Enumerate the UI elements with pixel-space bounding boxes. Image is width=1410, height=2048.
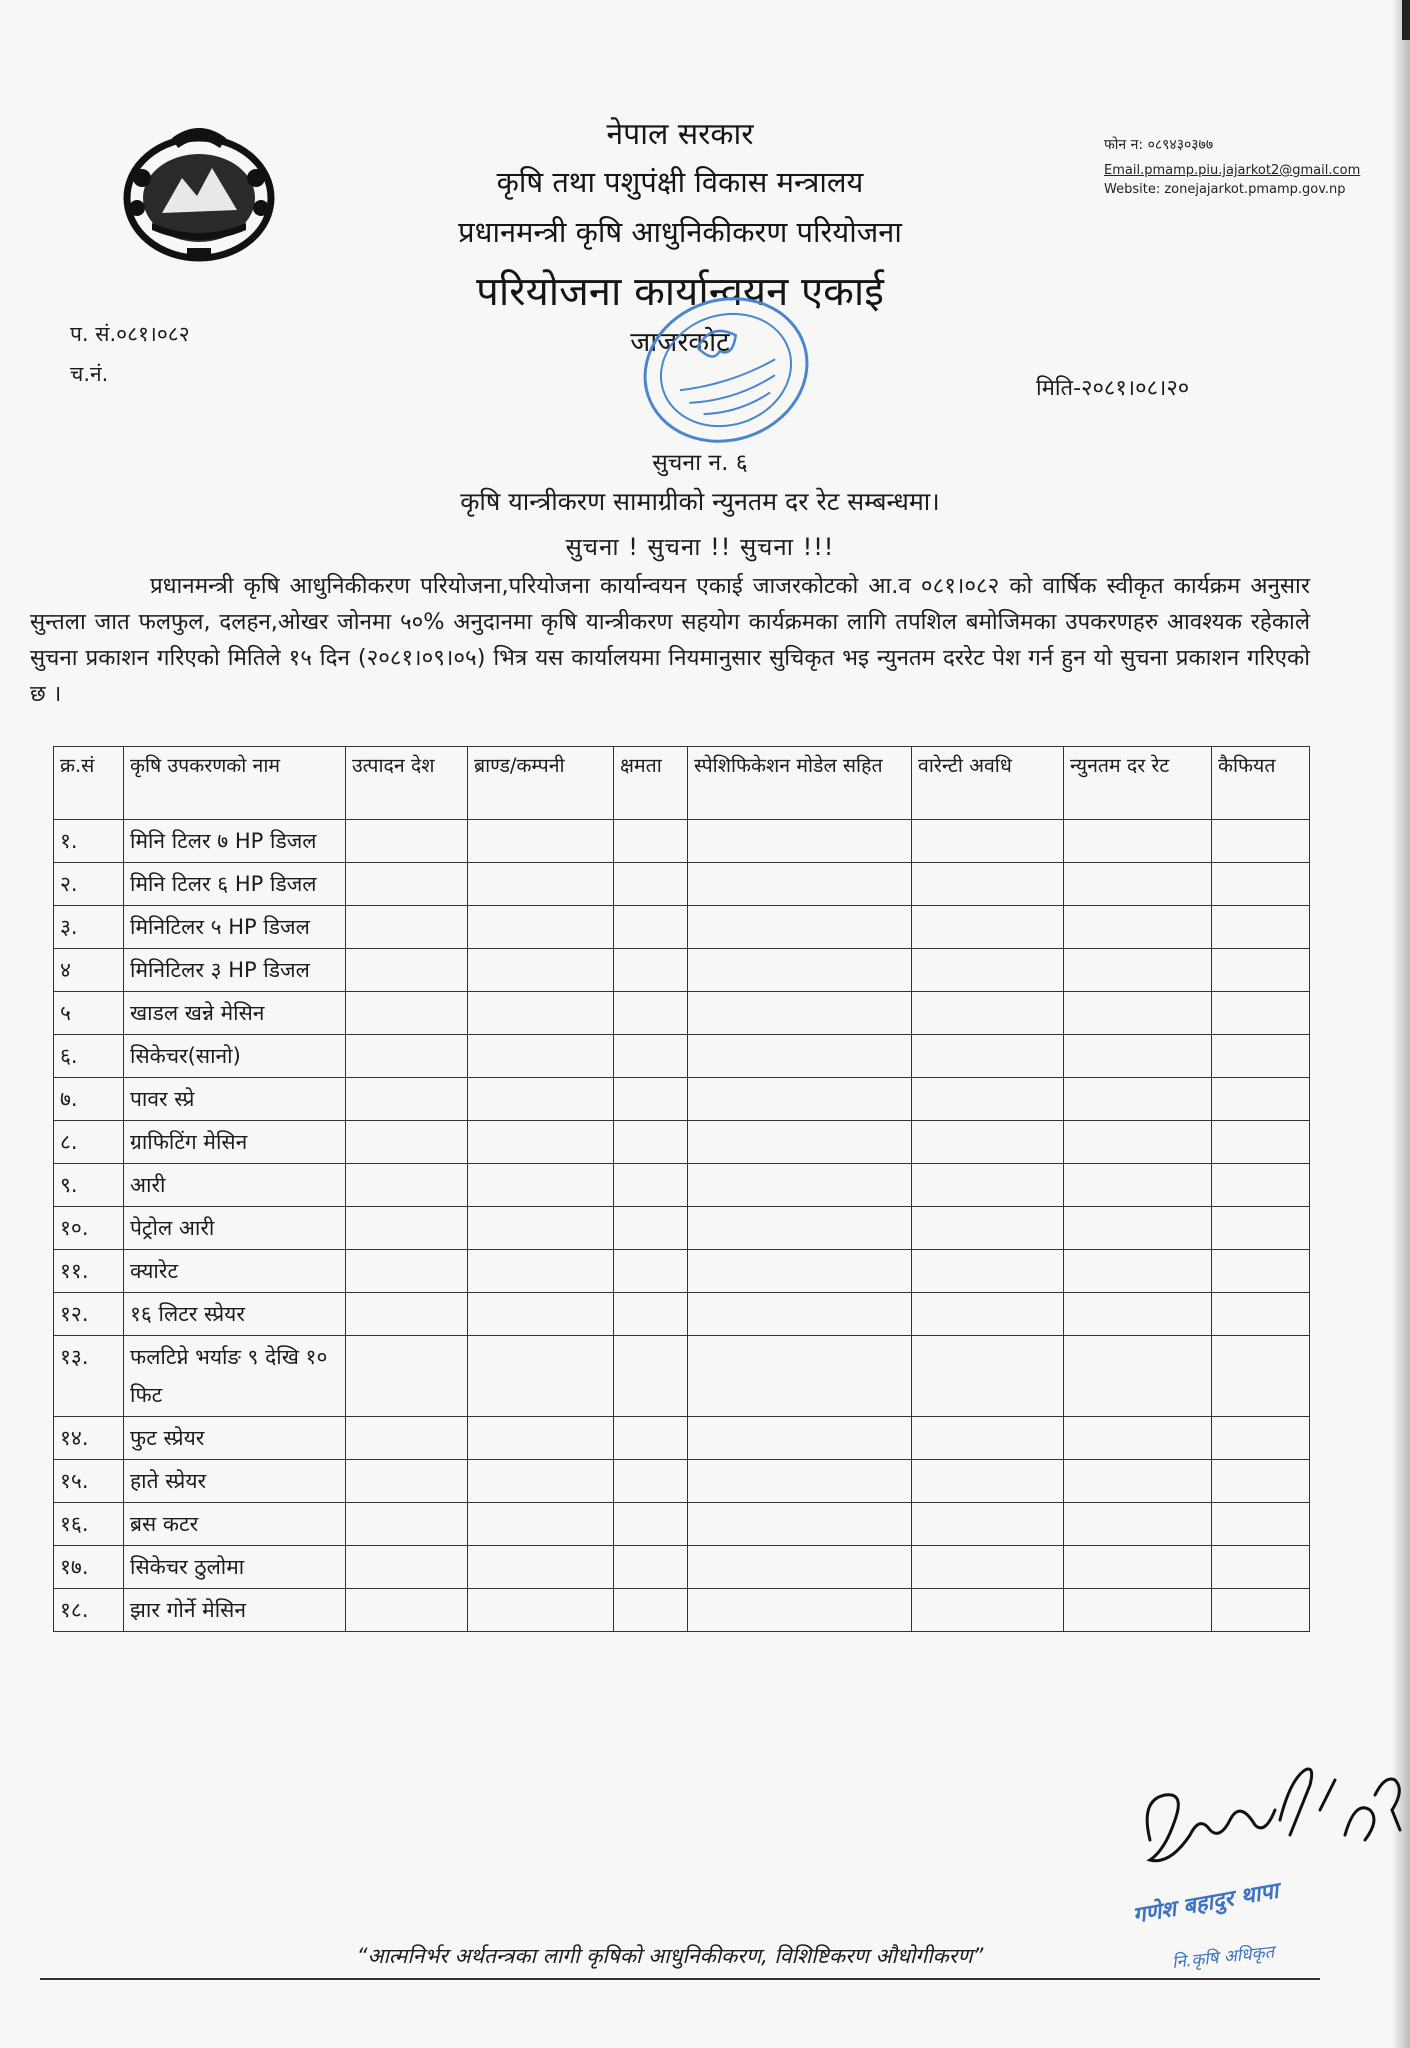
- row-col-remarks-cell: [1212, 1336, 1310, 1417]
- row-col-remarks-cell: [1212, 1207, 1310, 1250]
- row-col-brand-cell: [468, 949, 614, 992]
- table-row: [54, 906, 1310, 949]
- row-col-spec-cell: [688, 949, 912, 992]
- col-header-name: कृषि उपकरणको नाम: [124, 747, 346, 820]
- row-col-spec-cell: [688, 1293, 912, 1336]
- row-col-spec-cell: [688, 1417, 912, 1460]
- row-col-warranty-cell: [912, 1503, 1064, 1546]
- row-col-brand-cell: [468, 1250, 614, 1293]
- row-col-remarks-cell: [1212, 906, 1310, 949]
- letter-number: प. सं.०८१।०८२: [70, 322, 190, 346]
- row-col-remarks-cell: [1212, 863, 1310, 906]
- row-col-country-cell: [346, 1336, 468, 1417]
- row-col-country-cell: [346, 1293, 468, 1336]
- row-col-brand-cell: [468, 1035, 614, 1078]
- row-col-country-cell: [346, 1035, 468, 1078]
- row-col-spec-cell: [688, 1503, 912, 1546]
- row-col-warranty-cell: [912, 1546, 1064, 1589]
- row-col-warranty-cell: [912, 1035, 1064, 1078]
- row-col-capacity-cell: [614, 1546, 688, 1589]
- row-col-rate-cell: [1064, 1121, 1212, 1164]
- row-sn: ४: [54, 949, 124, 992]
- row-col-spec-cell: [688, 906, 912, 949]
- row-col-warranty-cell: [912, 1250, 1064, 1293]
- row-col-country-cell: [346, 1589, 468, 1632]
- row-col-brand-cell: [468, 1546, 614, 1589]
- row-sn: १.: [54, 820, 124, 863]
- row-col-warranty-cell: [912, 1417, 1064, 1460]
- row-col-remarks-cell: [1212, 1250, 1310, 1293]
- table-row: [54, 1207, 1310, 1250]
- row-col-capacity-cell: [614, 1293, 688, 1336]
- row-col-brand-cell: [468, 1417, 614, 1460]
- table-row: [54, 1336, 1310, 1417]
- row-col-country-cell: [346, 863, 468, 906]
- row-col-country-cell: [346, 1207, 468, 1250]
- table-row: [54, 1035, 1310, 1078]
- row-col-country-cell: [346, 949, 468, 992]
- row-sn: ११.: [54, 1250, 124, 1293]
- row-sn: ९.: [54, 1164, 124, 1207]
- row-col-brand-cell: [468, 1078, 614, 1121]
- table-body: [54, 820, 1310, 1632]
- dispatch-number: च.नं.: [70, 362, 109, 386]
- col-header-capacity: क्षमता: [614, 747, 688, 820]
- contact-website[interactable]: Website: zonejajarkot.pmamp.gov.np: [1104, 182, 1346, 197]
- table-row: [54, 863, 1310, 906]
- row-equipment-name: ग्राफिटिंग मेसिन: [124, 1121, 346, 1164]
- signatory-name: गणेश बहादुर थापा: [1131, 1878, 1281, 1929]
- contact-email[interactable]: Email.pmamp.piu.jajarkot2@gmail.com: [1104, 163, 1361, 178]
- row-col-warranty-cell: [912, 1460, 1064, 1503]
- col-header-country: उत्पादन देश: [346, 747, 468, 820]
- row-col-rate-cell: [1064, 1460, 1212, 1503]
- notice-body-paragraph: प्रधानमन्त्री कृषि आधुनिकीकरण परियोजना,परियोजना कार्यान्वयन एकाई जाजरकोटको आ.व ०८१।०८२ को वार्षिक स्वीकृत कार्यक्रम अनुसार सुन्तला जात फलफुल, दलहन,ओखर जोनमा ५०% अनुदानमा कृषि यान्त्रीकरण सहयोग कार्यक्रमका लागि तपशिल बमोजिमका उपकरणहरु आवश्यक रहेकाले सुचना प्रकाशन गरिएको मितिले १५ दिन (२०८१।०९।०५) भित्र यस कार्यालयमा नियमानुसार सुचिकृत भइ न्युनतम दररेट पेश गर्न हुन यो सुचना प्रकाशन गरिएको छ ।: [30, 573, 1310, 707]
- row-col-rate-cell: [1064, 1336, 1212, 1417]
- row-sn: ७.: [54, 1078, 124, 1121]
- row-sn: १०.: [54, 1207, 124, 1250]
- notice-subject: कृषि यान्त्रीकरण सामाग्रीको न्युनतम दर रेट सम्बन्धमा।: [460, 487, 940, 516]
- row-col-warranty-cell: [912, 1207, 1064, 1250]
- row-col-rate-cell: [1064, 949, 1212, 992]
- header-unit: परियोजना कार्यान्वयन एकाई: [476, 269, 884, 315]
- row-col-spec-cell: [688, 1121, 912, 1164]
- header-district: जाजरकोट: [630, 327, 730, 358]
- row-col-country-cell: [346, 1546, 468, 1589]
- row-col-country-cell: [346, 906, 468, 949]
- row-col-remarks-cell: [1212, 992, 1310, 1035]
- row-col-capacity-cell: [614, 863, 688, 906]
- row-col-rate-cell: [1064, 992, 1212, 1035]
- row-col-remarks-cell: [1212, 1035, 1310, 1078]
- row-col-warranty-cell: [912, 1078, 1064, 1121]
- footer-rule: [40, 1978, 1320, 1980]
- row-col-spec-cell: [688, 863, 912, 906]
- row-col-remarks-cell: [1212, 1417, 1310, 1460]
- row-col-warranty-cell: [912, 1293, 1064, 1336]
- row-col-country-cell: [346, 1503, 468, 1546]
- contact-phone: फोन न: ०८९४३०३७७: [1104, 137, 1214, 153]
- row-col-capacity-cell: [614, 1250, 688, 1293]
- notice-number: सुचना न. ६: [652, 450, 748, 476]
- row-sn: ५: [54, 992, 124, 1035]
- row-col-warranty-cell: [912, 863, 1064, 906]
- row-col-spec-cell: [688, 1207, 912, 1250]
- row-col-rate-cell: [1064, 863, 1212, 906]
- row-col-warranty-cell: [912, 820, 1064, 863]
- row-col-remarks-cell: [1212, 1503, 1310, 1546]
- page-corner: [1402, 0, 1410, 40]
- table-row: [54, 820, 1310, 863]
- row-col-brand-cell: [468, 1207, 614, 1250]
- row-col-brand-cell: [468, 1121, 614, 1164]
- row-col-rate-cell: [1064, 1078, 1212, 1121]
- notice-date: मिति-२०८१।०८।२०: [1036, 376, 1190, 401]
- row-col-brand-cell: [468, 1293, 614, 1336]
- table-row: [54, 1121, 1310, 1164]
- row-col-remarks-cell: [1212, 820, 1310, 863]
- row-equipment-name: मिनिटिलर ३ HP डिजल: [124, 949, 346, 992]
- row-col-warranty-cell: [912, 949, 1064, 992]
- row-equipment-name: क्यारेट: [124, 1250, 346, 1293]
- row-equipment-name: फलटिप्ने भर्याङ ९ देखि १० फिट: [124, 1336, 346, 1417]
- row-sn: २.: [54, 863, 124, 906]
- col-header-rate: न्युनतम दर रेट: [1064, 747, 1212, 820]
- row-col-remarks-cell: [1212, 1078, 1310, 1121]
- row-sn: ८.: [54, 1121, 124, 1164]
- row-col-spec-cell: [688, 1250, 912, 1293]
- row-col-warranty-cell: [912, 1164, 1064, 1207]
- table-row: [54, 1250, 1310, 1293]
- col-header-remarks: कैफियत: [1212, 747, 1310, 820]
- row-equipment-name: मिनि टिलर ६ HP डिजल: [124, 863, 346, 906]
- row-equipment-name: सिकेचर(सानो): [124, 1035, 346, 1078]
- row-col-remarks-cell: [1212, 1589, 1310, 1632]
- row-equipment-name: पावर स्प्रे: [124, 1078, 346, 1121]
- row-col-country-cell: [346, 1250, 468, 1293]
- row-sn: ३.: [54, 906, 124, 949]
- government-emblem-icon: [112, 118, 287, 268]
- table-row: [54, 1078, 1310, 1121]
- row-equipment-name: झार गोर्ने मेसिन: [124, 1589, 346, 1632]
- row-col-rate-cell: [1064, 1164, 1212, 1207]
- row-col-spec-cell: [688, 992, 912, 1035]
- table-row: [54, 1417, 1310, 1460]
- row-col-capacity-cell: [614, 1336, 688, 1417]
- table-row: [54, 949, 1310, 992]
- header-project: प्रधानमन्त्री कृषि आधुनिकीकरण परियोजना: [458, 215, 902, 249]
- row-col-brand-cell: [468, 1503, 614, 1546]
- row-col-capacity-cell: [614, 1121, 688, 1164]
- row-col-rate-cell: [1064, 1207, 1212, 1250]
- row-equipment-name: आरी: [124, 1164, 346, 1207]
- equipment-table: [53, 746, 1310, 1632]
- col-header-warranty: वारेन्टी अवधि: [912, 747, 1064, 820]
- row-sn: १५.: [54, 1460, 124, 1503]
- table-row: [54, 992, 1310, 1035]
- row-col-capacity-cell: [614, 949, 688, 992]
- row-col-country-cell: [346, 992, 468, 1035]
- table-header-row: [54, 747, 1310, 820]
- row-col-spec-cell: [688, 1460, 912, 1503]
- row-col-brand-cell: [468, 906, 614, 949]
- row-col-capacity-cell: [614, 1207, 688, 1250]
- signature-icon: [1130, 1740, 1410, 1880]
- row-col-spec-cell: [688, 1336, 912, 1417]
- header-government: नेपाल सरकार: [606, 117, 754, 152]
- row-col-brand-cell: [468, 1336, 614, 1417]
- row-equipment-name: पेट्रोल आरी: [124, 1207, 346, 1250]
- row-col-rate-cell: [1064, 1503, 1212, 1546]
- col-header-sn: क्र.सं: [54, 747, 124, 820]
- row-col-rate-cell: [1064, 1250, 1212, 1293]
- row-equipment-name: मिनिटिलर ५ HP डिजल: [124, 906, 346, 949]
- row-col-spec-cell: [688, 1035, 912, 1078]
- row-equipment-name: फुट स्प्रेयर: [124, 1417, 346, 1460]
- row-col-capacity-cell: [614, 1035, 688, 1078]
- row-sn: १२.: [54, 1293, 124, 1336]
- row-col-capacity-cell: [614, 1078, 688, 1121]
- row-col-capacity-cell: [614, 1503, 688, 1546]
- row-col-remarks-cell: [1212, 949, 1310, 992]
- row-col-rate-cell: [1064, 906, 1212, 949]
- row-col-rate-cell: [1064, 820, 1212, 863]
- row-col-brand-cell: [468, 992, 614, 1035]
- row-col-spec-cell: [688, 1589, 912, 1632]
- row-sn: १३.: [54, 1336, 124, 1417]
- row-col-warranty-cell: [912, 992, 1064, 1035]
- row-col-warranty-cell: [912, 1589, 1064, 1632]
- row-col-brand-cell: [468, 1460, 614, 1503]
- row-equipment-name: खाडल खन्ने मेसिन: [124, 992, 346, 1035]
- row-sn: १४.: [54, 1417, 124, 1460]
- footer-motto: “आत्मनिर्भर अर्थतन्त्रका लागी कृषिको आधुनिकीकरण, विशिष्टिकरण औधोगीकरण”: [356, 1944, 984, 1968]
- row-col-brand-cell: [468, 820, 614, 863]
- row-col-spec-cell: [688, 820, 912, 863]
- col-header-spec: स्पेशिफिकेशन मोडेल सहित: [688, 747, 912, 820]
- row-col-capacity-cell: [614, 992, 688, 1035]
- row-equipment-name: १६ लिटर स्प्रेयर: [124, 1293, 346, 1336]
- row-col-warranty-cell: [912, 906, 1064, 949]
- row-col-spec-cell: [688, 1164, 912, 1207]
- row-col-warranty-cell: [912, 1121, 1064, 1164]
- header-ministry: कृषि तथा पशुपंक्षी विकास मन्त्रालय: [496, 165, 864, 199]
- notice-body: [30, 568, 1310, 712]
- row-col-remarks-cell: [1212, 1460, 1310, 1503]
- row-equipment-name: मिनि टिलर ७ HP डिजल: [124, 820, 346, 863]
- row-col-country-cell: [346, 1460, 468, 1503]
- table-row: [54, 1460, 1310, 1503]
- row-col-rate-cell: [1064, 1546, 1212, 1589]
- table-row: [54, 1164, 1310, 1207]
- signatory-title: नि.कृषि अधिकृत: [1171, 1942, 1276, 1973]
- row-col-rate-cell: [1064, 1293, 1212, 1336]
- row-col-country-cell: [346, 820, 468, 863]
- row-col-spec-cell: [688, 1546, 912, 1589]
- row-col-brand-cell: [468, 1164, 614, 1207]
- row-col-remarks-cell: [1212, 1293, 1310, 1336]
- row-col-capacity-cell: [614, 1460, 688, 1503]
- row-col-country-cell: [346, 1417, 468, 1460]
- row-sn: १८.: [54, 1589, 124, 1632]
- table-row: [54, 1293, 1310, 1336]
- row-col-spec-cell: [688, 1078, 912, 1121]
- row-equipment-name: हाते स्प्रेयर: [124, 1460, 346, 1503]
- row-equipment-name: सिकेचर ठुलोमा: [124, 1546, 346, 1589]
- row-col-capacity-cell: [614, 820, 688, 863]
- row-equipment-name: ब्रस कटर: [124, 1503, 346, 1546]
- row-col-rate-cell: [1064, 1589, 1212, 1632]
- row-col-warranty-cell: [912, 1336, 1064, 1417]
- row-col-capacity-cell: [614, 1417, 688, 1460]
- row-sn: ६.: [54, 1035, 124, 1078]
- office-stamp-icon: [636, 290, 816, 450]
- row-col-rate-cell: [1064, 1417, 1212, 1460]
- row-col-remarks-cell: [1212, 1164, 1310, 1207]
- table-row: [54, 1589, 1310, 1632]
- row-col-remarks-cell: [1212, 1546, 1310, 1589]
- row-col-brand-cell: [468, 863, 614, 906]
- row-col-capacity-cell: [614, 906, 688, 949]
- row-sn: १६.: [54, 1503, 124, 1546]
- row-col-remarks-cell: [1212, 1121, 1310, 1164]
- notice-exclaim: सुचना ! सुचना !! सुचना !!!: [565, 533, 835, 561]
- col-header-brand: ब्राण्ड/कम्पनी: [468, 747, 614, 820]
- table-row: [54, 1546, 1310, 1589]
- row-col-rate-cell: [1064, 1035, 1212, 1078]
- row-col-capacity-cell: [614, 1164, 688, 1207]
- row-col-country-cell: [346, 1078, 468, 1121]
- row-col-country-cell: [346, 1164, 468, 1207]
- row-col-brand-cell: [468, 1589, 614, 1632]
- row-col-country-cell: [346, 1121, 468, 1164]
- row-col-capacity-cell: [614, 1589, 688, 1632]
- table-row: [54, 1503, 1310, 1546]
- row-sn: १७.: [54, 1546, 124, 1589]
